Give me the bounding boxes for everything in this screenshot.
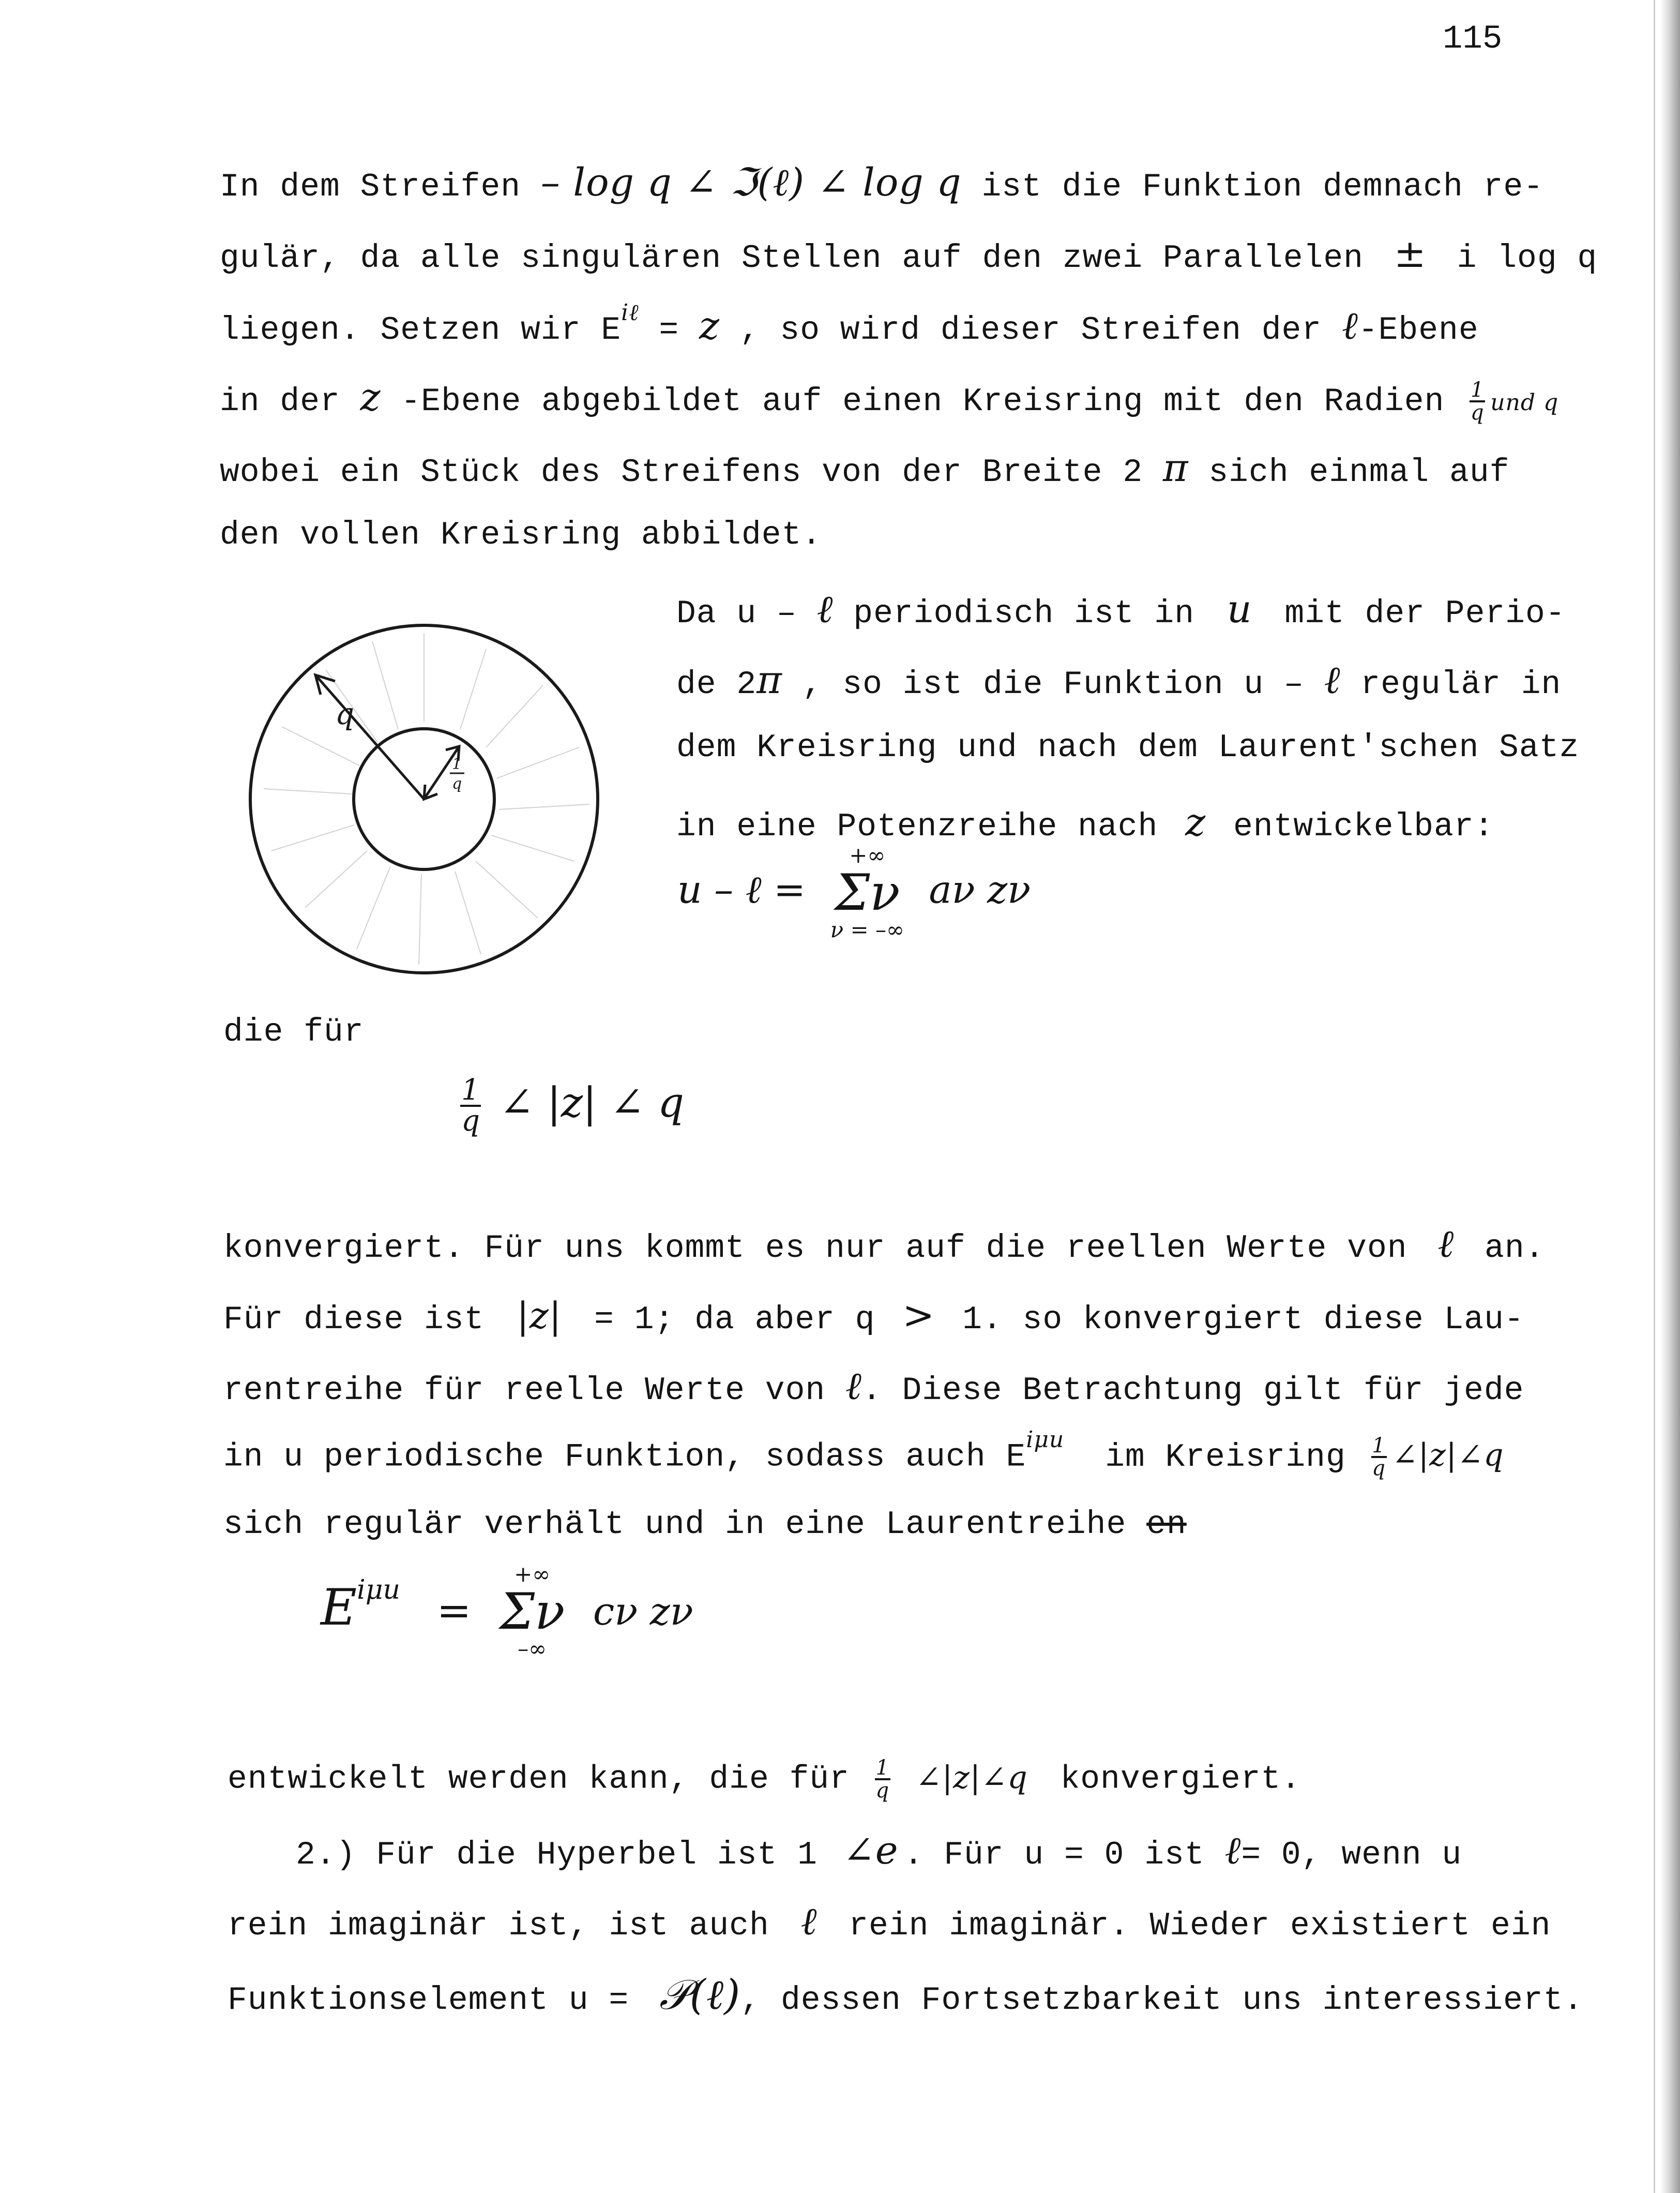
line-text: in der	[220, 383, 340, 420]
sum-symbol: Σν	[835, 864, 900, 922]
line-text: 2.) Für die Hyperbel ist 1	[296, 1837, 818, 1873]
line-text: regulär in	[1360, 666, 1562, 703]
handwritten-inequality: – log q ∠ ℑ(ℓ) ∠ log q	[540, 160, 962, 205]
handwritten-inequality: ∠|z|∠q	[915, 1759, 1028, 1796]
text-line-13	[223, 1293, 1524, 1338]
text-line-20	[228, 1971, 1583, 2019]
text-line-9	[676, 729, 1579, 766]
handwritten-greater-than: >	[902, 1293, 935, 1338]
line-text: i log q	[1457, 240, 1598, 277]
line-text: den vollen Kreisring abbildet.	[220, 517, 822, 553]
line-text: entwickelbar:	[1233, 808, 1494, 845]
text-line-19	[228, 1899, 1551, 1944]
handwritten-variable: ℓ	[1324, 658, 1341, 702]
line-text: liegen. Setzen wir E	[220, 312, 622, 349]
handwritten-plus-minus: ±	[1394, 232, 1427, 276]
line-text: Funktionselement u =	[228, 1982, 629, 2019]
fraction-denominator: q	[461, 1104, 480, 1138]
line-text: sich einmal auf	[1208, 454, 1510, 491]
sum-symbol: Σν	[500, 1583, 565, 1641]
sum-upper-limit: +∞	[849, 843, 886, 868]
line-text: . Diese Betrachtung gilt für jede	[861, 1372, 1524, 1409]
text-line-2	[220, 232, 1597, 277]
fraction-denominator: q	[1372, 1456, 1386, 1480]
handwritten-exponent: iμu	[1026, 1426, 1065, 1453]
handwritten-variable: ℓ	[845, 1364, 862, 1408]
handwritten-variable: ℓ	[1437, 1222, 1455, 1266]
fraction-numerator: 1	[461, 1073, 480, 1107]
line-text: im Kreisring	[1105, 1438, 1346, 1476]
line-text: sich regulär verhält und in eine Laurentreihe	[223, 1506, 1127, 1543]
inner-radius-label-den: q	[452, 775, 462, 793]
text-line-17	[228, 1758, 1301, 1801]
handwritten-abs-z: |z|	[517, 1295, 562, 1337]
text-line-3	[220, 299, 1479, 349]
line-text: gulär, da alle singulären Stellen auf den zwei Parallelen	[220, 240, 1364, 277]
line-text: Da u –	[676, 595, 797, 632]
fraction-denominator: q	[1470, 401, 1485, 425]
handwritten-inequality: ∠|z|∠q	[1391, 1437, 1504, 1474]
text-line-12	[223, 1222, 1545, 1267]
struck-text: en	[1146, 1506, 1187, 1543]
handwritten-variable: z	[699, 304, 720, 348]
fraction-denominator: q	[875, 1779, 890, 1803]
text-line-16	[223, 1506, 1187, 1543]
handwritten-variable: z	[360, 375, 381, 419]
line-text: . Für u = 0 ist	[903, 1837, 1205, 1873]
handwritten-variable: ℓ	[800, 1899, 818, 1944]
text-line-18	[296, 1828, 1462, 1873]
equation-lhs: u – ℓ =	[677, 867, 806, 912]
sum-upper-limit: +∞	[514, 1561, 551, 1587]
line-text: rein imaginär. Wieder existiert ein	[849, 1907, 1551, 1944]
equation-lhs: E	[321, 1579, 357, 1636]
laurent-series-equation	[677, 843, 1031, 942]
handwritten-pi: π	[1162, 446, 1189, 490]
text-line-6	[220, 517, 822, 553]
text-line-5	[220, 446, 1509, 491]
line-text: mit der Perio-	[1284, 595, 1566, 632]
handwritten-variable: ℓ	[1341, 304, 1358, 348]
sum-lower-limit: –∞	[518, 1636, 547, 1661]
text-line-1	[220, 160, 1543, 205]
handwritten-variable: z	[1185, 800, 1206, 845]
text-line-7	[676, 587, 1566, 632]
equation-exponent: iμu	[357, 1574, 400, 1605]
fraction-numerator: 1	[1372, 1434, 1386, 1458]
handwritten-exponent: iℓ	[621, 299, 639, 326]
equation-term: aν zν	[929, 867, 1031, 912]
line-text: = 0, wenn u	[1241, 1837, 1462, 1873]
text-line-14	[223, 1364, 1524, 1409]
equation-term: cν zν	[593, 1589, 693, 1634]
line-text: an.	[1485, 1230, 1545, 1267]
handwritten-fraction	[875, 1758, 890, 1801]
text-line-8	[676, 658, 1561, 703]
line-text: in eine Potenzreihe nach	[676, 808, 1158, 845]
page-edge-line	[1654, 0, 1655, 2193]
handwritten-annotation: und q	[1490, 389, 1559, 416]
line-text: =	[659, 312, 699, 349]
handwritten-fraction	[1470, 380, 1485, 423]
text-line-4	[220, 375, 1558, 423]
handwritten-variable: u	[1227, 587, 1252, 632]
exponential-laurent-equation	[321, 1562, 693, 1661]
line-text: rentreihe für reelle Werte von	[223, 1372, 826, 1409]
line-text: entwickelt werden kann, die für	[228, 1761, 850, 1798]
line-text: ist die Funktion demnach re-	[981, 169, 1544, 205]
fraction-numerator: 1	[875, 1756, 890, 1780]
line-text: in u periodische Funktion, sodass auch E	[223, 1438, 1026, 1476]
page-edge-shadow	[1660, 0, 1680, 2193]
page-number: 115	[1443, 21, 1503, 58]
handwritten-fraction	[460, 1073, 481, 1138]
annulus-figure	[243, 618, 605, 980]
handwritten-pi: π	[756, 658, 782, 702]
text-line-15	[223, 1426, 1504, 1480]
summation	[830, 843, 904, 942]
text-line-11	[223, 1014, 364, 1050]
line-text: wobei ein Stück des Streifens von der Breite 2	[220, 454, 1143, 491]
line-text: -Ebene	[1358, 312, 1479, 349]
fraction-numerator: 1	[1470, 378, 1485, 402]
inner-radius-label-num: 1	[452, 755, 462, 773]
handwritten-less-than-e: ∠e	[842, 1828, 899, 1873]
handwritten-variable: ℓ	[1224, 1828, 1242, 1873]
convergence-inequality	[455, 1073, 685, 1138]
line-text: de 2	[676, 666, 757, 703]
line-text: , dessen Fortsetzbarkeit uns interessiert.	[740, 1982, 1584, 2019]
equals-sign: =	[436, 1586, 472, 1634]
outer-radius-label: q	[335, 696, 355, 731]
line-text: = 1; da aber q	[594, 1301, 875, 1338]
sum-lower-limit: ν = –∞	[830, 917, 905, 942]
handwritten-fraction	[1371, 1435, 1387, 1479]
line-text: periodisch ist in	[853, 595, 1195, 632]
line-text: -Ebene abgebildet auf einen Kreisring mit den Radien	[401, 383, 1445, 420]
line-text: dem Kreisring und nach dem Laurent'schen Satz	[676, 729, 1580, 766]
line-text: In dem Streifen	[220, 169, 521, 205]
line-text: , so wird dieser Streifen der	[739, 312, 1322, 349]
summation	[500, 1562, 565, 1661]
text-line-10	[676, 800, 1494, 845]
line-text: die für	[223, 1014, 364, 1050]
line-text: rein imaginär ist, ist auch	[228, 1907, 769, 1944]
line-text: konvergiert. Für uns kommt es nur auf die reellen Werte von	[223, 1230, 1407, 1267]
line-text: , so ist die Funktion u –	[802, 666, 1304, 703]
handwritten-power-series: 𝒫(ℓ)	[659, 1971, 741, 2019]
line-text: konvergiert.	[1060, 1761, 1301, 1798]
line-text: Für diese ist	[223, 1301, 485, 1338]
inequality-rest: ∠ |z| ∠ q	[499, 1078, 685, 1126]
handwritten-variable: ℓ	[816, 587, 834, 632]
line-text: 1. so konvergiert diese Lau-	[962, 1301, 1524, 1338]
